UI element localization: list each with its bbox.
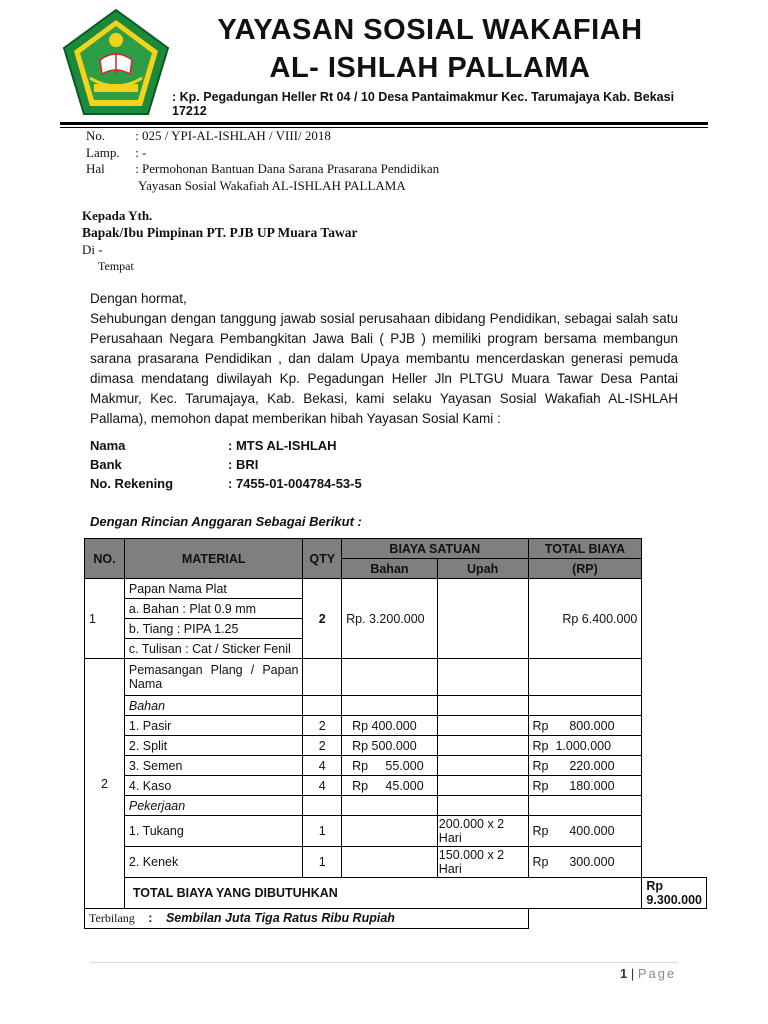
meta-hal [86,161,686,177]
header-qty: QTY [303,539,342,579]
recipient-tempat: Tempat [98,259,134,273]
table-row [85,756,707,776]
meta-colon: : [135,161,139,176]
work-qty: 1 [303,847,342,878]
nama-label: Nama [90,438,126,453]
empty-cell [528,696,642,716]
meta-colon: : [135,145,139,160]
header-total-biaya: TOTAL BIAYA [528,539,642,559]
item-name: 1. Pasir [124,716,303,736]
item-upah [437,716,528,736]
header-no: NO. [85,539,125,579]
header-divider [60,122,708,125]
page-label: Page [637,966,677,981]
nama-value: : MTS AL-ISHLAH [228,438,337,453]
recipient-kepada: Kepada Yth. [82,208,153,223]
meta-hal-value-2: Yayasan Sosial Wakafiah AL-ISHLAH PALLAMA [138,178,406,193]
terbilang-value: Sembilan Juta Tiga Ratus Ribu Rupiah [165,911,395,925]
g2-pekerjaan-head: Pekerjaan [124,796,303,816]
item-qty: 2 [303,736,342,756]
total-label: TOTAL BIAYA YANG DIBUTUHKAN [124,878,642,909]
g1-item-b: b. Tiang : PIPA 1.25 [124,619,303,639]
terbilang-colon: : [148,911,153,925]
org-name-line1: YAYASAN SOSIAL WAKAFIAH [217,14,643,46]
item-total: Rp 220.000 [528,756,642,776]
total-value: Rp 9.300.000 [642,878,707,909]
item-total: Rp 1.000.000 [528,736,642,756]
work-upah: 200.000 x 2 Hari [437,816,528,847]
header-rp: (RP) [528,559,642,579]
meta-lamp-label: Lamp. [86,145,120,160]
meta-hal-label: Hal [86,161,105,176]
item-total: Rp 800.000 [528,716,642,736]
rekening-label: No. Rekening [90,476,174,491]
header-material: MATERIAL [124,539,303,579]
empty-cell [303,796,342,816]
item-name: 2. Split [124,736,303,756]
empty-cell [303,659,342,696]
work-name: 1. Tukang [124,816,303,847]
meta-lamp [86,145,686,161]
item-upah [437,736,528,756]
salutation: Dengan hormat, [90,291,187,306]
page-separator: | [630,966,635,981]
org-name-line2: AL- ISHLAH PALLAMA [269,52,591,84]
work-total: Rp 300.000 [528,847,642,878]
table-row [85,776,707,796]
terbilang-row [85,909,707,929]
table-header-row [85,539,707,559]
table-row [85,696,707,716]
g2-no: 2 [85,659,125,909]
g1-no: 1 [85,579,125,659]
work-bahan [342,847,438,878]
footer-divider [90,962,678,963]
empty-cell [342,796,438,816]
item-bahan: Rp 55.000 [342,756,438,776]
g2-bahan-head: Bahan [124,696,303,716]
item-upah [437,756,528,776]
work-total: Rp 400.000 [528,816,642,847]
terbilang-label: Terbilang [89,911,135,925]
g2-title: Pemasangan Plang / Papan Nama [124,659,303,696]
empty-cell [437,796,528,816]
item-total: Rp 180.000 [528,776,642,796]
header-upah: Upah [437,559,528,579]
bank-row [90,457,590,472]
bank-value: : BRI [228,457,259,472]
total-row [85,878,707,909]
header-biaya-satuan: BIAYA SATUAN [342,539,528,559]
table-row [85,716,707,736]
empty-cell [342,696,438,716]
g1-item-title: Papan Nama Plat [124,579,303,599]
g1-item-a: a. Bahan : Plat 0.9 mm [124,599,303,619]
g1-item-c: c. Tulisan : Cat / Sticker Fenil [124,639,303,659]
meta-colon: : [135,128,139,143]
table-row [85,796,707,816]
item-bahan: Rp 45.000 [342,776,438,796]
body-paragraph: Sehubungan dengan tanggung jawab sosial perusahaan dibidang Pendidikan, sebagai salah satu Perusahaan Negara Pembangkitan Jawa Bali ( PJB ) memiliki program bersama membangun sarana prasarana Pendidikan , dan dalam Upaya membantu mencerdaskan generasi pemuda dimasa mendatang diwilayah Kp. Pegadungan Heller Jln PLTGU Muara Tawar Desa Pantai Makmur, Kec. Tarumajaya, Kab. Bekasi, kami selaku Yayasan Sosial Wakafiah AL-ISHLAH Pallama), memohon dapat memberikan hibah Yayasan Sosial Kami : [90,311,678,426]
meta-no-label: No. [86,128,106,143]
g1-upah [437,579,528,659]
g1-bahan: Rp. 3.200.000 [342,579,438,659]
item-qty: 4 [303,756,342,776]
table-row [85,659,707,696]
bank-nama-row [90,438,590,453]
table-row [85,579,707,599]
empty-cell [342,659,438,696]
work-bahan [342,816,438,847]
page-number [620,966,676,981]
bank-label: Bank [90,457,122,472]
table-row [85,736,707,756]
meta-lamp-value: - [142,145,147,160]
item-name: 4. Kaso [124,776,303,796]
recipient-name: Bapak/Ibu Pimpinan PT. PJB UP Muara Tawar [82,225,358,240]
item-qty: 4 [303,776,342,796]
g1-total: Rp 6.400.000 [528,579,642,659]
foundation-logo [60,8,172,120]
meta-no-value: 025 / YPI-AL-ISHLAH / VIII/ 2018 [142,128,331,143]
item-bahan: Rp 500.000 [342,736,438,756]
rincian-title: Dengan Rincian Anggaran Sebagai Berikut : [90,514,362,529]
recipient-di: Di - [82,242,103,257]
item-qty: 2 [303,716,342,736]
work-qty: 1 [303,816,342,847]
empty-cell [528,909,642,929]
item-bahan: Rp 400.000 [342,716,438,736]
work-name: 2. Kenek [124,847,303,878]
empty-cell [437,659,528,696]
rekening-row [90,476,590,491]
item-upah [437,776,528,796]
table-row [85,816,707,847]
header-bahan: Bahan [342,559,438,579]
org-address: : Kp. Pegadungan Heller Rt 04 / 10 Desa Pantaimakmur Kec. Tarumajaya Kab. Bekasi 17212 [172,90,675,118]
g1-qty: 2 [303,579,342,659]
rekening-value: : 7455-01-004784-53-5 [228,476,362,491]
page-number-value: 1 [620,966,628,981]
work-upah: 150.000 x 2 Hari [437,847,528,878]
table-row [85,847,707,878]
empty-cell [437,696,528,716]
meta-no [86,128,686,144]
empty-cell [528,659,642,696]
meta-hal-value: Permohonan Bantuan Dana Sarana Prasarana Pendidikan [142,161,440,176]
empty-cell [528,796,642,816]
terbilang-cell [85,909,529,929]
empty-cell [303,696,342,716]
budget-table [84,538,707,929]
item-name: 3. Semen [124,756,303,776]
